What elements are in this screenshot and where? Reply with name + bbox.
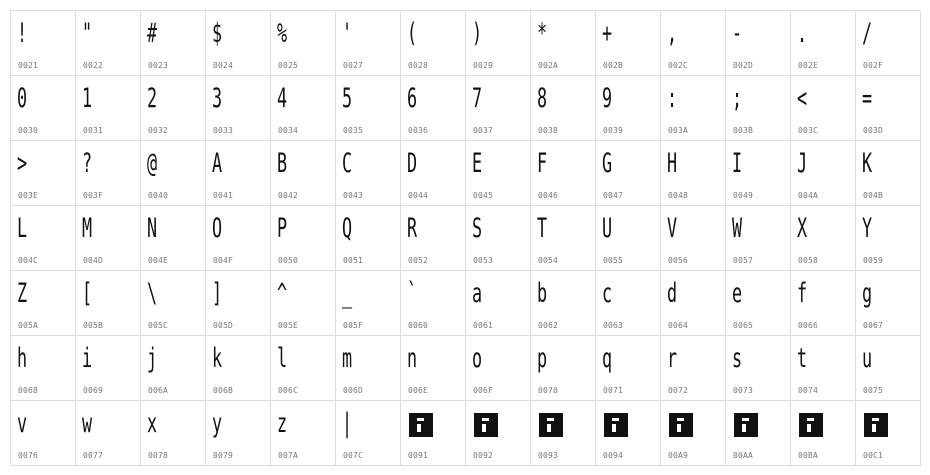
glyph-code-label: 003C	[798, 126, 819, 135]
glyph-character: "	[82, 18, 93, 49]
glyph-code-label: 002F	[863, 61, 884, 70]
glyph-code-label: 0032	[148, 126, 169, 135]
glyph-code-label: 003E	[18, 191, 39, 200]
glyph-cell[interactable]	[531, 11, 596, 76]
glyph-character: Z	[17, 278, 28, 309]
glyph-cell[interactable]	[206, 11, 271, 76]
glyph-cell[interactable]	[661, 206, 726, 271]
glyph-character: n	[407, 343, 418, 374]
glyph-character: E	[472, 148, 483, 179]
glyph-code-label: 0059	[863, 256, 884, 265]
glyph-code-label: 003B	[733, 126, 754, 135]
glyph-code-label: 006C	[278, 386, 299, 395]
glyph-cell[interactable]	[271, 76, 336, 141]
glyph-cell[interactable]	[336, 76, 401, 141]
glyph-code-label: 0067	[863, 321, 884, 330]
glyph-cell[interactable]	[466, 401, 531, 466]
glyph-character: W	[732, 213, 743, 244]
glyph-cell[interactable]	[141, 271, 206, 336]
glyph-character: \	[147, 278, 158, 309]
glyph-code-label: 0073	[733, 386, 754, 395]
glyph-character: s	[732, 343, 743, 374]
glyph-cell[interactable]	[791, 206, 856, 271]
glyph-cell[interactable]	[856, 401, 921, 466]
glyph-character: ?	[82, 148, 93, 179]
glyph-code-label: 0027	[343, 61, 364, 70]
glyph-character: X	[797, 213, 808, 244]
glyph-character: k	[212, 343, 223, 374]
glyph-cell[interactable]	[76, 401, 141, 466]
glyph-character: u	[862, 343, 873, 374]
glyph-cell[interactable]	[76, 206, 141, 271]
glyph-character: +	[602, 18, 613, 49]
glyph-character: =	[862, 83, 873, 114]
glyph-character: !	[17, 18, 28, 49]
glyph-cell[interactable]	[596, 206, 661, 271]
glyph-character: *	[537, 18, 548, 49]
glyph-character: j	[147, 343, 158, 374]
glyph-cell[interactable]	[726, 141, 791, 206]
glyph-cell[interactable]	[726, 11, 791, 76]
glyph-code-label: 004D	[83, 256, 104, 265]
glyph-cell[interactable]	[466, 76, 531, 141]
missing-glyph-box	[734, 413, 758, 437]
glyph-cell[interactable]	[336, 401, 401, 466]
glyph-character: x	[147, 408, 158, 439]
glyph-cell[interactable]	[596, 11, 661, 76]
glyph-code-label: 0033	[213, 126, 234, 135]
glyph-character: q	[602, 343, 613, 374]
glyph-character: B	[277, 148, 288, 179]
glyph-code-label: 0058	[798, 256, 819, 265]
glyph-character: ]	[212, 278, 223, 309]
glyph-code-label: 0093	[538, 451, 559, 460]
glyph-code-label: 0062	[538, 321, 559, 330]
glyph-character: I	[732, 148, 743, 179]
glyph-code-label: 0037	[473, 126, 494, 135]
glyph-cell[interactable]	[401, 76, 466, 141]
glyph-code-label: 005F	[343, 321, 364, 330]
glyph-character: N	[147, 213, 158, 244]
glyph-character: 1	[82, 83, 93, 114]
glyph-character: T	[537, 213, 548, 244]
glyph-code-label: 0051	[343, 256, 364, 265]
glyph-code-label: 0070	[538, 386, 559, 395]
glyph-code-label: 006E	[408, 386, 429, 395]
glyph-cell[interactable]	[336, 11, 401, 76]
glyph-character: (	[407, 18, 418, 49]
glyph-cell[interactable]	[141, 206, 206, 271]
glyph-cell[interactable]	[596, 76, 661, 141]
glyph-code-label: 0065	[733, 321, 754, 330]
glyph-character: m	[342, 343, 353, 374]
glyph-cell[interactable]	[661, 336, 726, 401]
glyph-cell[interactable]	[596, 401, 661, 466]
glyph-code-label: 004C	[18, 256, 39, 265]
missing-glyph-box	[864, 413, 888, 437]
glyph-code-label: 0046	[538, 191, 559, 200]
glyph-character: -	[732, 18, 743, 49]
glyph-character: V	[667, 213, 678, 244]
glyph-character: 7	[472, 83, 483, 114]
glyph-character: D	[407, 148, 418, 179]
glyph-character: J	[797, 148, 808, 179]
glyph-code-label: 002C	[668, 61, 689, 70]
glyph-cell[interactable]	[401, 206, 466, 271]
glyph-cell[interactable]	[271, 141, 336, 206]
glyph-code-label: 003D	[863, 126, 884, 135]
glyph-cell[interactable]	[11, 141, 76, 206]
glyph-character: )	[472, 18, 483, 49]
glyph-cell[interactable]	[856, 336, 921, 401]
glyph-cell[interactable]	[661, 401, 726, 466]
glyph-character: a	[472, 278, 483, 309]
glyph-code-label: 0048	[668, 191, 689, 200]
glyph-code-label: 0064	[668, 321, 689, 330]
glyph-character: @	[147, 148, 158, 179]
glyph-code-label: 004F	[213, 256, 234, 265]
glyph-cell[interactable]	[466, 336, 531, 401]
glyph-code-label: 0036	[408, 126, 429, 135]
glyph-character: P	[277, 213, 288, 244]
glyph-character: Q	[342, 213, 353, 244]
glyph-code-label: 005C	[148, 321, 169, 330]
glyph-character: v	[17, 408, 28, 439]
glyph-code-label: 0075	[863, 386, 884, 395]
glyph-cell[interactable]	[271, 271, 336, 336]
glyph-cell[interactable]	[141, 401, 206, 466]
glyph-code-label: 0052	[408, 256, 429, 265]
missing-glyph-box	[604, 413, 628, 437]
glyph-code-label: 0056	[668, 256, 689, 265]
glyph-cell[interactable]	[76, 336, 141, 401]
glyph-code-label: 005A	[18, 321, 39, 330]
glyph-cell[interactable]	[531, 141, 596, 206]
glyph-cell[interactable]	[596, 336, 661, 401]
glyph-code-label: 0043	[343, 191, 364, 200]
glyph-cell[interactable]	[726, 76, 791, 141]
glyph-code-label: 0034	[278, 126, 299, 135]
glyph-cell[interactable]	[856, 141, 921, 206]
glyph-code-label: 0076	[18, 451, 39, 460]
glyph-code-label: 0094	[603, 451, 624, 460]
glyph-cell[interactable]	[141, 336, 206, 401]
glyph-code-label: 0061	[473, 321, 494, 330]
glyph-code-label: 00BA	[798, 451, 819, 460]
glyph-cell[interactable]	[336, 336, 401, 401]
glyph-code-label: 0054	[538, 256, 559, 265]
glyph-code-label: 002D	[733, 61, 754, 70]
glyph-code-label: 0022	[83, 61, 104, 70]
glyph-cell[interactable]	[531, 271, 596, 336]
glyph-character: Y	[862, 213, 873, 244]
glyph-cell[interactable]	[856, 271, 921, 336]
glyph-cell[interactable]	[726, 206, 791, 271]
glyph-code-label: 00AA	[733, 451, 754, 460]
glyph-code-label: 0044	[408, 191, 429, 200]
glyph-code-label: 0023	[148, 61, 169, 70]
glyph-cell[interactable]	[466, 11, 531, 76]
glyph-cell[interactable]	[141, 11, 206, 76]
glyph-character: C	[342, 148, 353, 179]
glyph-cell[interactable]	[791, 336, 856, 401]
glyph-code-label: 0031	[83, 126, 104, 135]
glyph-cell[interactable]	[11, 336, 76, 401]
glyph-cell[interactable]	[336, 271, 401, 336]
glyph-code-label: 0047	[603, 191, 624, 200]
glyph-character: M	[82, 213, 93, 244]
glyph-cell[interactable]	[206, 206, 271, 271]
glyph-character: #	[147, 18, 158, 49]
glyph-character: G	[602, 148, 613, 179]
glyph-code-label: 0069	[83, 386, 104, 395]
glyph-character: ^	[277, 278, 288, 309]
glyph-character: |	[342, 408, 353, 439]
glyph-cell[interactable]	[661, 141, 726, 206]
glyph-code-label: 0035	[343, 126, 364, 135]
glyph-character: c	[602, 278, 613, 309]
glyph-code-label: 005E	[278, 321, 299, 330]
glyph-code-label: 004E	[148, 256, 169, 265]
glyph-cell[interactable]	[856, 76, 921, 141]
glyph-code-label: 0092	[473, 451, 494, 460]
glyph-code-label: 0068	[18, 386, 39, 395]
glyph-character: b	[537, 278, 548, 309]
glyph-cell[interactable]	[271, 206, 336, 271]
glyph-cell[interactable]	[11, 401, 76, 466]
glyph-cell[interactable]	[401, 401, 466, 466]
glyph-cell[interactable]	[466, 271, 531, 336]
glyph-character: U	[602, 213, 613, 244]
missing-glyph-box	[474, 413, 498, 437]
glyph-code-label: 0024	[213, 61, 234, 70]
glyph-cell[interactable]	[791, 271, 856, 336]
glyph-character: i	[82, 343, 93, 374]
glyph-character: >	[17, 148, 28, 179]
glyph-character: ,	[667, 18, 678, 49]
glyph-code-label: 0078	[148, 451, 169, 460]
glyph-code-label: 0041	[213, 191, 234, 200]
glyph-code-label: 002E	[798, 61, 819, 70]
glyph-code-label: 006A	[148, 386, 169, 395]
glyph-code-label: 007A	[278, 451, 299, 460]
glyph-cell[interactable]	[856, 206, 921, 271]
glyph-character: r	[667, 343, 678, 374]
glyph-code-label: 007C	[343, 451, 364, 460]
missing-glyph-box	[669, 413, 693, 437]
glyph-cell[interactable]	[661, 76, 726, 141]
glyph-code-label: 0066	[798, 321, 819, 330]
glyph-code-label: 0039	[603, 126, 624, 135]
glyph-character: L	[17, 213, 28, 244]
glyph-code-label: 0063	[603, 321, 624, 330]
glyph-character: R	[407, 213, 418, 244]
glyph-code-label: 005D	[213, 321, 234, 330]
glyph-character: d	[667, 278, 678, 309]
glyph-code-label: 0040	[148, 191, 169, 200]
glyph-code-label: 006D	[343, 386, 364, 395]
glyph-cell[interactable]	[596, 271, 661, 336]
glyph-code-label: 0042	[278, 191, 299, 200]
glyph-cell[interactable]	[76, 76, 141, 141]
glyph-character: g	[862, 278, 873, 309]
glyph-cell[interactable]	[531, 336, 596, 401]
glyph-grid	[10, 10, 920, 465]
glyph-cell[interactable]	[206, 141, 271, 206]
glyph-cell[interactable]	[726, 401, 791, 466]
glyph-cell[interactable]	[271, 336, 336, 401]
glyph-code-label: 0049	[733, 191, 754, 200]
missing-glyph-box	[799, 413, 823, 437]
glyph-character: 4	[277, 83, 288, 114]
glyph-character: $	[212, 18, 223, 49]
glyph-cell[interactable]	[76, 11, 141, 76]
glyph-cell[interactable]	[271, 401, 336, 466]
glyph-code-label: 0091	[408, 451, 429, 460]
glyph-code-label: 0050	[278, 256, 299, 265]
glyph-code-label: 0053	[473, 256, 494, 265]
glyph-cell[interactable]	[726, 336, 791, 401]
glyph-cell[interactable]	[791, 11, 856, 76]
glyph-code-label: 0072	[668, 386, 689, 395]
glyph-cell[interactable]	[401, 336, 466, 401]
glyph-character: w	[82, 408, 93, 439]
glyph-cell[interactable]	[791, 76, 856, 141]
glyph-code-label: 0077	[83, 451, 104, 460]
missing-glyph-box	[409, 413, 433, 437]
glyph-cell[interactable]	[661, 271, 726, 336]
glyph-character: :	[667, 83, 678, 114]
glyph-character: ;	[732, 83, 743, 114]
glyph-code-label: 006F	[473, 386, 494, 395]
glyph-character: p	[537, 343, 548, 374]
glyph-cell[interactable]	[76, 141, 141, 206]
glyph-character: H	[667, 148, 678, 179]
glyph-cell[interactable]	[856, 11, 921, 76]
glyph-character: 9	[602, 83, 613, 114]
glyph-character: '	[342, 18, 353, 49]
glyph-cell[interactable]	[336, 141, 401, 206]
glyph-cell[interactable]	[401, 141, 466, 206]
glyph-code-label: 006B	[213, 386, 234, 395]
glyph-code-label: 004A	[798, 191, 819, 200]
glyph-character: y	[212, 408, 223, 439]
glyph-cell[interactable]	[401, 11, 466, 76]
glyph-character: A	[212, 148, 223, 179]
glyph-character: z	[277, 408, 288, 439]
glyph-cell[interactable]	[466, 206, 531, 271]
glyph-character: f	[797, 278, 808, 309]
glyph-character: S	[472, 213, 483, 244]
glyph-character: /	[862, 18, 873, 49]
glyph-code-label: 003A	[668, 126, 689, 135]
glyph-code-label: 0055	[603, 256, 624, 265]
glyph-code-label: 0079	[213, 451, 234, 460]
glyph-cell[interactable]	[466, 141, 531, 206]
glyph-character: l	[277, 343, 288, 374]
glyph-cell[interactable]	[401, 271, 466, 336]
glyph-character: o	[472, 343, 483, 374]
glyph-code-label: 003F	[83, 191, 104, 200]
glyph-character: t	[797, 343, 808, 374]
glyph-cell[interactable]	[531, 206, 596, 271]
glyph-cell[interactable]	[76, 271, 141, 336]
glyph-character: O	[212, 213, 223, 244]
glyph-code-label: 0030	[18, 126, 39, 135]
glyph-character: 5	[342, 83, 353, 114]
glyph-code-label: 0060	[408, 321, 429, 330]
glyph-cell[interactable]	[531, 401, 596, 466]
glyph-code-label: 002A	[538, 61, 559, 70]
glyph-cell[interactable]	[11, 76, 76, 141]
glyph-character: 6	[407, 83, 418, 114]
glyph-character: %	[277, 18, 288, 49]
glyph-cell[interactable]	[791, 401, 856, 466]
glyph-character: `	[407, 278, 418, 309]
glyph-character: K	[862, 148, 873, 179]
glyph-character: e	[732, 278, 743, 309]
glyph-cell[interactable]	[531, 76, 596, 141]
glyph-code-label: 0025	[278, 61, 299, 70]
glyph-character: <	[797, 83, 808, 114]
glyph-cell[interactable]	[271, 11, 336, 76]
glyph-cell[interactable]	[141, 141, 206, 206]
glyph-cell[interactable]	[596, 141, 661, 206]
glyph-cell[interactable]	[661, 11, 726, 76]
glyph-cell[interactable]	[141, 76, 206, 141]
glyph-code-label: 00A9	[668, 451, 689, 460]
glyph-code-label: 0028	[408, 61, 429, 70]
glyph-cell[interactable]	[206, 271, 271, 336]
glyph-code-label: 005B	[83, 321, 104, 330]
glyph-character: 3	[212, 83, 223, 114]
glyph-character: F	[537, 148, 548, 179]
glyph-cell[interactable]	[791, 141, 856, 206]
glyph-cell[interactable]	[336, 206, 401, 271]
glyph-character: 8	[537, 83, 548, 114]
glyph-character: _	[342, 278, 353, 309]
glyph-character: [	[82, 278, 93, 309]
glyph-character: 0	[17, 83, 28, 114]
glyph-code-label: 0038	[538, 126, 559, 135]
glyph-character: 2	[147, 83, 158, 114]
glyph-cell[interactable]	[726, 271, 791, 336]
glyph-cell[interactable]	[206, 401, 271, 466]
glyph-character: .	[797, 18, 808, 49]
glyph-code-label: 002B	[603, 61, 624, 70]
glyph-cell[interactable]	[206, 76, 271, 141]
glyph-cell[interactable]	[206, 336, 271, 401]
glyph-code-label: 0029	[473, 61, 494, 70]
glyph-code-label: 0071	[603, 386, 624, 395]
missing-glyph-box	[539, 413, 563, 437]
glyph-cell[interactable]	[11, 271, 76, 336]
glyph-cell[interactable]	[11, 11, 76, 76]
glyph-code-label: 0057	[733, 256, 754, 265]
glyph-code-label: 0074	[798, 386, 819, 395]
glyph-code-label: 00C1	[863, 451, 884, 460]
glyph-code-label: 0021	[18, 61, 39, 70]
glyph-character: h	[17, 343, 28, 374]
glyph-code-label: 004B	[863, 191, 884, 200]
glyph-cell[interactable]	[11, 206, 76, 271]
glyph-code-label: 0045	[473, 191, 494, 200]
